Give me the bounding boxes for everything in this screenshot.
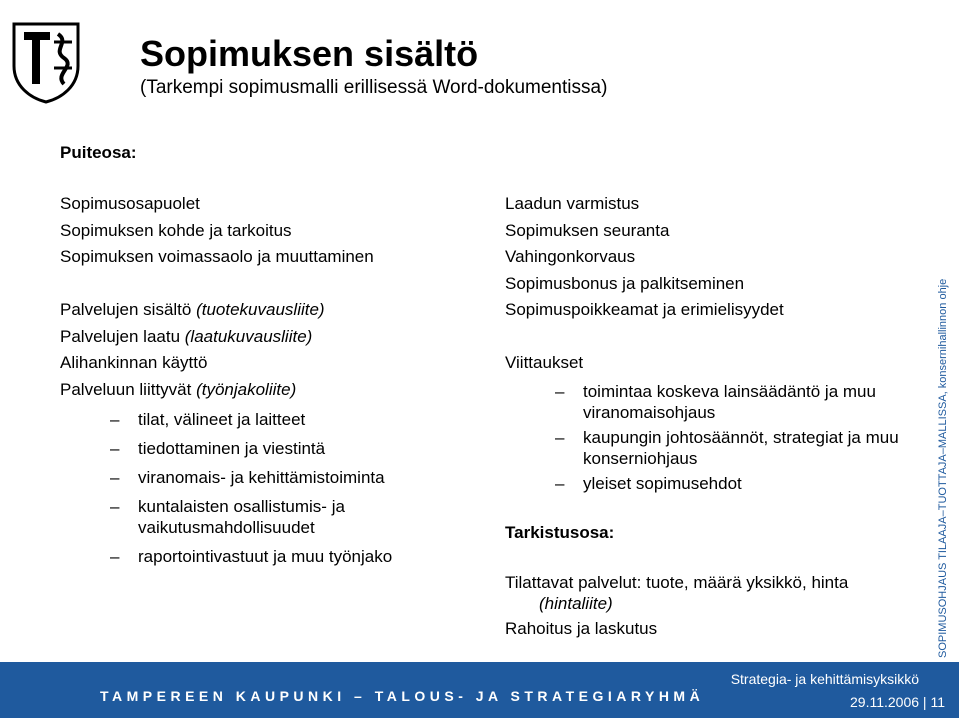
list-item: Sopimusosapuolet — [60, 194, 200, 213]
page-subtitle: (Tarkempi sopimusmalli erillisessä Word-dokumentissa) — [140, 77, 608, 98]
footer-date-page: 29.11.2006 | 11 — [850, 694, 945, 710]
list-item: Tilattavat palvelut: tuote, määrä yksikkö, hinta — [505, 573, 849, 592]
list-item: Sopimuksen seuranta — [505, 220, 670, 240]
reference-item: – yleiset sopimusehdot — [555, 473, 742, 493]
list-item: Sopimuksen voimassaolo ja muuttaminen — [60, 247, 374, 266]
list-item: Rahoitus ja laskutus — [505, 619, 658, 638]
list-item: Palvelujen laatu (laatukuvausliite) — [60, 326, 313, 346]
sub-list-item: – kuntalaisten osallistumis- ja vaikutusmahdollisuudet — [110, 497, 345, 537]
sub-list-item: – raportointivastuut ja muu työnjako — [110, 547, 393, 566]
reference-item: – toimintaa koskeva lainsäädäntö ja muu viranomaisohjaus — [555, 381, 876, 422]
clarification-label: Tarkistusosa: — [505, 522, 615, 542]
footer-organization: TAMPEREEN KAUPUNKI – TALOUS- JA STRATEGIARYHMÄ — [100, 688, 705, 704]
list-item: Palveluun liittyvät (työnjakoliite) — [60, 379, 297, 399]
list-item: Alihankinnan käyttö — [60, 353, 208, 372]
list-item: Palvelujen sisältö (tuotekuvausliite) — [60, 300, 325, 319]
list-item: Sopimusbonus ja palkitseminen — [505, 273, 745, 293]
references-label: Viittaukset — [505, 353, 584, 372]
footer-unit: Strategia- ja kehittämisyksikkö — [730, 671, 919, 687]
list-item-continuation: (hintaliite) — [539, 594, 613, 613]
list-item: Vahingonkorvaus — [505, 247, 636, 266]
page-title: Sopimuksen sisältö — [140, 33, 479, 74]
list-item: Sopimuksen kohde ja tarkoitus — [60, 220, 292, 240]
list-item: Laadun varmistus — [505, 194, 640, 213]
list-item: Sopimuspoikkeamat ja erimielisyydet — [505, 300, 784, 319]
sub-list-item: – viranomais- ja kehittämistoiminta — [110, 468, 385, 487]
tampere-coat-of-arms-logo — [10, 20, 82, 104]
side-document-label: SOPIMUSOHJAUS TILAAJA–TUOTTAJA–MALLISSA, konsernihallinnon ohje — [937, 278, 949, 658]
reference-item: – kaupungin johtosäännöt, strategiat ja muu konserniohjaus — [555, 427, 899, 468]
left-column — [60, 191, 408, 575]
sub-list-item: – tilat, välineet ja laitteet — [110, 410, 306, 429]
right-column — [505, 191, 915, 643]
sub-list-item: – tiedottaminen ja viestintä — [110, 439, 326, 458]
section-label: Puiteosa: — [60, 143, 137, 162]
